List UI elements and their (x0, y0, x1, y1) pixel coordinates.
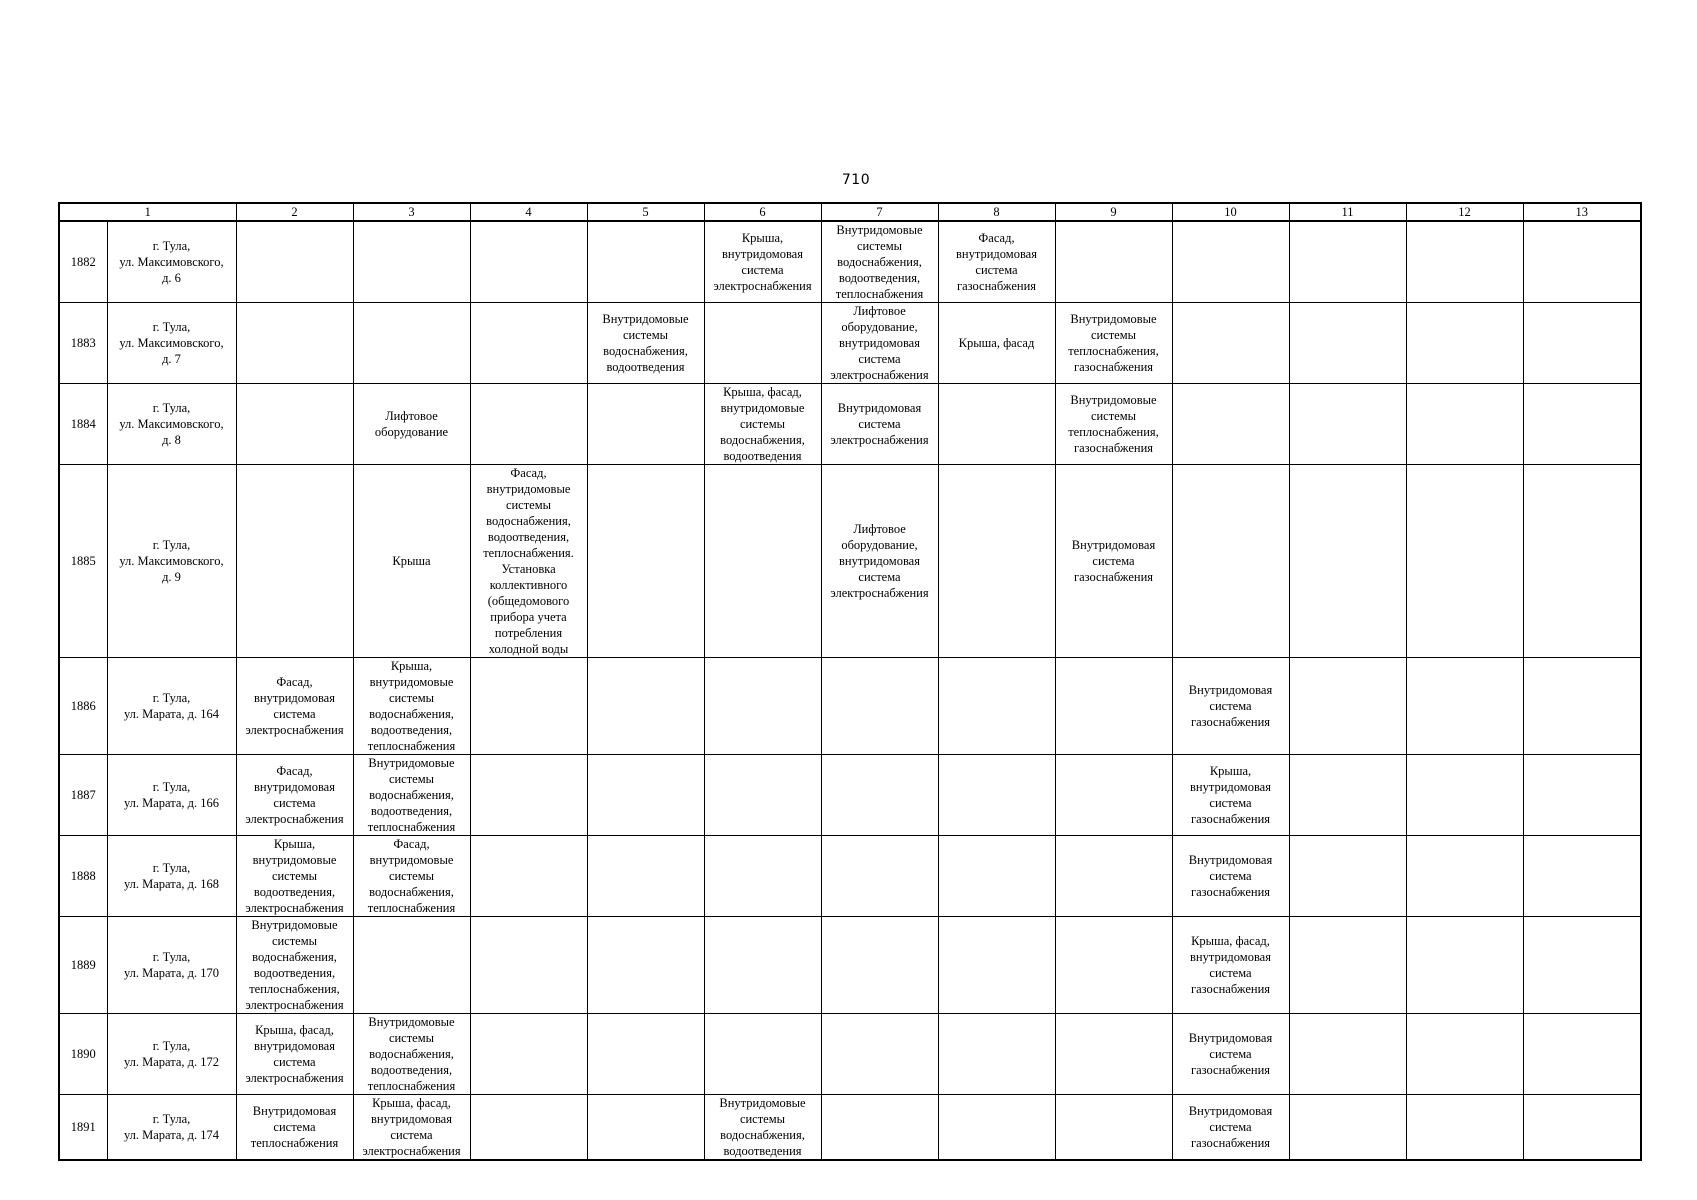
work-cell (1406, 658, 1523, 755)
work-cell (1523, 755, 1641, 836)
header-cell: 11 (1289, 203, 1406, 221)
work-cell (1523, 465, 1641, 658)
work-cell (1523, 1095, 1641, 1161)
work-cell (821, 1014, 938, 1095)
work-text: Фасад, внутридомовые системы водоснабжения, теплоснабжения (367, 837, 456, 915)
address-text: г. Тула, ул. Максимовского, д. 7 (119, 320, 224, 366)
work-cell (1523, 221, 1641, 303)
work-cell (1406, 303, 1523, 384)
work-cell (704, 755, 821, 836)
housing-repair-table (58, 202, 1642, 1161)
work-text: Внутридомовая система теплоснабжения (250, 1104, 339, 1150)
work-text: Крыша, фасад (958, 336, 1035, 350)
work-cell (1172, 384, 1289, 465)
work-cell (938, 465, 1055, 658)
work-cell (704, 836, 821, 917)
header-cell: 3 (353, 203, 470, 221)
work-cell (236, 836, 353, 917)
work-cell (1406, 917, 1523, 1014)
work-text: Крыша, внутридомовые системы водоотведения, электроснабжения (245, 837, 344, 915)
address-cell (107, 658, 236, 755)
work-text: Лифтовое оборудование, внутридомовая система электроснабжения (830, 304, 929, 382)
work-cell (1172, 1095, 1289, 1161)
work-cell (353, 1095, 470, 1161)
work-cell (470, 221, 587, 303)
row-number-cell: 1885 (59, 465, 107, 658)
header-cell: 2 (236, 203, 353, 221)
work-cell (938, 1014, 1055, 1095)
work-cell (821, 755, 938, 836)
work-cell (1523, 836, 1641, 917)
table-row (59, 658, 1641, 755)
work-cell (1055, 658, 1172, 755)
work-cell (236, 1095, 353, 1161)
work-cell (1289, 658, 1406, 755)
header-cell: 12 (1406, 203, 1523, 221)
table-row (59, 755, 1641, 836)
work-cell (821, 221, 938, 303)
address-cell (107, 836, 236, 917)
table-row (59, 836, 1641, 917)
work-cell (1055, 917, 1172, 1014)
work-cell (1523, 303, 1641, 384)
table-row (59, 384, 1641, 465)
header-cell: 13 (1523, 203, 1641, 221)
work-cell (1289, 917, 1406, 1014)
work-cell (587, 303, 704, 384)
work-cell (821, 836, 938, 917)
row-number-cell: 1883 (59, 303, 107, 384)
work-cell (704, 465, 821, 658)
work-text: Внутридомовые системы водоснабжения, водоотведения (602, 312, 689, 374)
address-text: г. Тула, ул. Максимовского, д. 6 (119, 239, 224, 285)
work-cell (353, 658, 470, 755)
work-text: Лифтовое оборудование (374, 409, 449, 439)
work-text: Внутридомовые системы водоснабжения, водоотведения, теплоснабжения (367, 1015, 456, 1093)
work-cell (470, 465, 587, 658)
work-cell (236, 221, 353, 303)
header-cell: 6 (704, 203, 821, 221)
work-cell (470, 1014, 587, 1095)
work-cell (821, 917, 938, 1014)
work-cell (1172, 303, 1289, 384)
work-cell (587, 755, 704, 836)
work-cell (1055, 465, 1172, 658)
work-text: Крыша, внутридомовые системы водоснабжения, водоотведения, теплоснабжения (367, 659, 456, 753)
work-cell (587, 1014, 704, 1095)
address-text: г. Тула, ул. Марата, д. 172 (123, 1039, 220, 1069)
work-cell (1055, 836, 1172, 917)
table-row (59, 221, 1641, 303)
work-text: Крыша, фасад, внутридомовая система газоснабжения (1190, 934, 1271, 996)
work-cell (1055, 755, 1172, 836)
work-cell (1289, 465, 1406, 658)
work-cell (353, 917, 470, 1014)
work-text: Внутридомовые системы водоснабжения, водоотведения, теплоснабжения, электроснабжения (245, 918, 344, 1012)
work-cell (1172, 221, 1289, 303)
work-cell (236, 465, 353, 658)
row-number-cell: 1888 (59, 836, 107, 917)
work-cell (1289, 836, 1406, 917)
address-text: г. Тула, ул. Марата, д. 168 (123, 861, 220, 891)
work-text: Внутридомовая система газоснабжения (1188, 853, 1273, 899)
work-text: Внутридомовая система газоснабжения (1188, 1031, 1273, 1077)
work-text: Крыша, фасад, внутридомовые системы водоснабжения, водоотведения (720, 385, 805, 463)
work-text: Фасад, внутридомовая система газоснабжения (956, 231, 1037, 293)
work-cell (587, 384, 704, 465)
work-cell (1406, 755, 1523, 836)
work-cell (1289, 1014, 1406, 1095)
work-cell (353, 1014, 470, 1095)
work-cell (236, 658, 353, 755)
work-cell (1055, 221, 1172, 303)
address-cell (107, 384, 236, 465)
work-text: Внутридомовые системы теплоснабжения, газоснабжения (1068, 312, 1159, 374)
header-cell: 7 (821, 203, 938, 221)
table-row (59, 917, 1641, 1014)
address-text: г. Тула, ул. Максимовского, д. 9 (119, 538, 224, 584)
work-text: Фасад, внутридомовая система электроснабжения (245, 675, 344, 737)
work-text: Крыша, внутридомовая система газоснабжения (1190, 764, 1271, 826)
work-text: Крыша (392, 554, 431, 568)
work-text: Внутридомовая система газоснабжения (1071, 538, 1156, 584)
work-cell (938, 755, 1055, 836)
row-number-cell: 1890 (59, 1014, 107, 1095)
work-cell (1523, 658, 1641, 755)
work-text: Внутридомовые системы водоснабжения, водоотведения, теплоснабжения (367, 756, 456, 834)
work-cell (1289, 755, 1406, 836)
work-cell (938, 917, 1055, 1014)
work-cell (821, 1095, 938, 1161)
address-text: г. Тула, ул. Марата, д. 166 (123, 780, 220, 810)
work-cell (938, 658, 1055, 755)
work-cell (470, 755, 587, 836)
address-cell (107, 465, 236, 658)
header-row (59, 203, 1641, 221)
work-text: Внутридомовые системы водоснабжения, водоотведения (719, 1096, 806, 1158)
address-text: г. Тула, ул. Марата, д. 164 (123, 691, 220, 721)
work-cell (938, 221, 1055, 303)
work-cell (1172, 658, 1289, 755)
work-text: Внутридомовая система электроснабжения (830, 401, 929, 447)
work-cell (236, 1014, 353, 1095)
work-cell (704, 658, 821, 755)
work-cell (1406, 1014, 1523, 1095)
header-cell: 9 (1055, 203, 1172, 221)
work-cell (587, 917, 704, 1014)
work-cell (704, 1095, 821, 1161)
work-text: Внутридомовая система газоснабжения (1188, 683, 1273, 729)
work-text: Фасад, внутридомовые системы водоснабжения, водоотведения, теплоснабжения. Установка коллективного (общедомового прибора учета потребления холодной воды (483, 466, 574, 656)
work-cell (1172, 1014, 1289, 1095)
work-cell (821, 658, 938, 755)
header-cell: 5 (587, 203, 704, 221)
work-cell (587, 658, 704, 755)
work-cell (470, 303, 587, 384)
work-cell (938, 1095, 1055, 1161)
work-cell (1406, 221, 1523, 303)
page-number: 710 (841, 172, 871, 188)
work-cell (1055, 303, 1172, 384)
work-cell (1172, 836, 1289, 917)
work-cell (470, 917, 587, 1014)
address-text: г. Тула, ул. Марата, д. 174 (123, 1112, 220, 1142)
work-cell (704, 303, 821, 384)
work-cell (821, 303, 938, 384)
address-text: г. Тула, ул. Марата, д. 170 (123, 950, 220, 980)
table-row (59, 303, 1641, 384)
work-cell (1289, 1095, 1406, 1161)
work-text: Крыша, фасад, внутридомовая система электроснабжения (245, 1023, 344, 1085)
row-number-cell: 1882 (59, 221, 107, 303)
work-cell (470, 658, 587, 755)
work-cell (1406, 1095, 1523, 1161)
work-cell (587, 465, 704, 658)
work-cell (1055, 1095, 1172, 1161)
header-cell: 10 (1172, 203, 1289, 221)
row-number-cell: 1887 (59, 755, 107, 836)
work-cell (353, 384, 470, 465)
work-cell (236, 755, 353, 836)
work-cell (1523, 917, 1641, 1014)
work-cell (938, 836, 1055, 917)
address-cell (107, 221, 236, 303)
work-cell (1055, 1014, 1172, 1095)
work-cell (1172, 917, 1289, 1014)
work-cell (704, 917, 821, 1014)
row-number-cell: 1886 (59, 658, 107, 755)
work-text: Внутридомовая система газоснабжения (1188, 1104, 1273, 1150)
work-cell (1289, 303, 1406, 384)
address-cell (107, 755, 236, 836)
work-cell (470, 1095, 587, 1161)
work-cell (236, 917, 353, 1014)
table-row (59, 465, 1641, 658)
table-row (59, 1014, 1641, 1095)
work-text: Внутридомовые системы теплоснабжения, газоснабжения (1068, 393, 1159, 455)
work-cell (1406, 465, 1523, 658)
table-row (59, 1095, 1641, 1161)
work-cell (353, 465, 470, 658)
work-cell (704, 1014, 821, 1095)
address-text: г. Тула, ул. Максимовского, д. 8 (119, 401, 224, 447)
work-cell (1289, 221, 1406, 303)
address-cell (107, 1095, 236, 1161)
work-cell (353, 303, 470, 384)
work-cell (938, 303, 1055, 384)
work-cell (821, 465, 938, 658)
work-cell (704, 384, 821, 465)
work-text: Крыша, внутридомовая система электроснабжения (713, 231, 812, 293)
header-cell: 1 (59, 203, 236, 221)
table-body (59, 221, 1641, 1160)
work-cell (236, 384, 353, 465)
work-cell (353, 755, 470, 836)
row-number-cell: 1889 (59, 917, 107, 1014)
work-cell (353, 836, 470, 917)
work-cell (1406, 836, 1523, 917)
work-cell (470, 384, 587, 465)
work-cell (236, 303, 353, 384)
row-number-cell: 1891 (59, 1095, 107, 1161)
work-cell (704, 221, 821, 303)
work-text: Внутридомовые системы водоснабжения, водоотведения, теплоснабжения (835, 223, 924, 301)
address-cell (107, 1014, 236, 1095)
address-cell (107, 303, 236, 384)
header-cell: 4 (470, 203, 587, 221)
table-header (59, 203, 1641, 221)
work-cell (1523, 1014, 1641, 1095)
header-cell: 8 (938, 203, 1055, 221)
work-cell (1289, 384, 1406, 465)
work-cell (587, 1095, 704, 1161)
work-cell (1172, 755, 1289, 836)
work-cell (938, 384, 1055, 465)
work-text: Лифтовое оборудование, внутридомовая система электроснабжения (830, 522, 929, 600)
work-cell (1406, 384, 1523, 465)
work-cell (587, 836, 704, 917)
work-cell (1055, 384, 1172, 465)
work-cell (587, 221, 704, 303)
work-cell (1523, 384, 1641, 465)
work-text: Крыша, фасад, внутридомовая система электроснабжения (362, 1096, 461, 1158)
address-cell (107, 917, 236, 1014)
work-text: Фасад, внутридомовая система электроснабжения (245, 764, 344, 826)
work-cell (1172, 465, 1289, 658)
work-cell (353, 221, 470, 303)
work-cell (470, 836, 587, 917)
work-cell (821, 384, 938, 465)
row-number-cell: 1884 (59, 384, 107, 465)
